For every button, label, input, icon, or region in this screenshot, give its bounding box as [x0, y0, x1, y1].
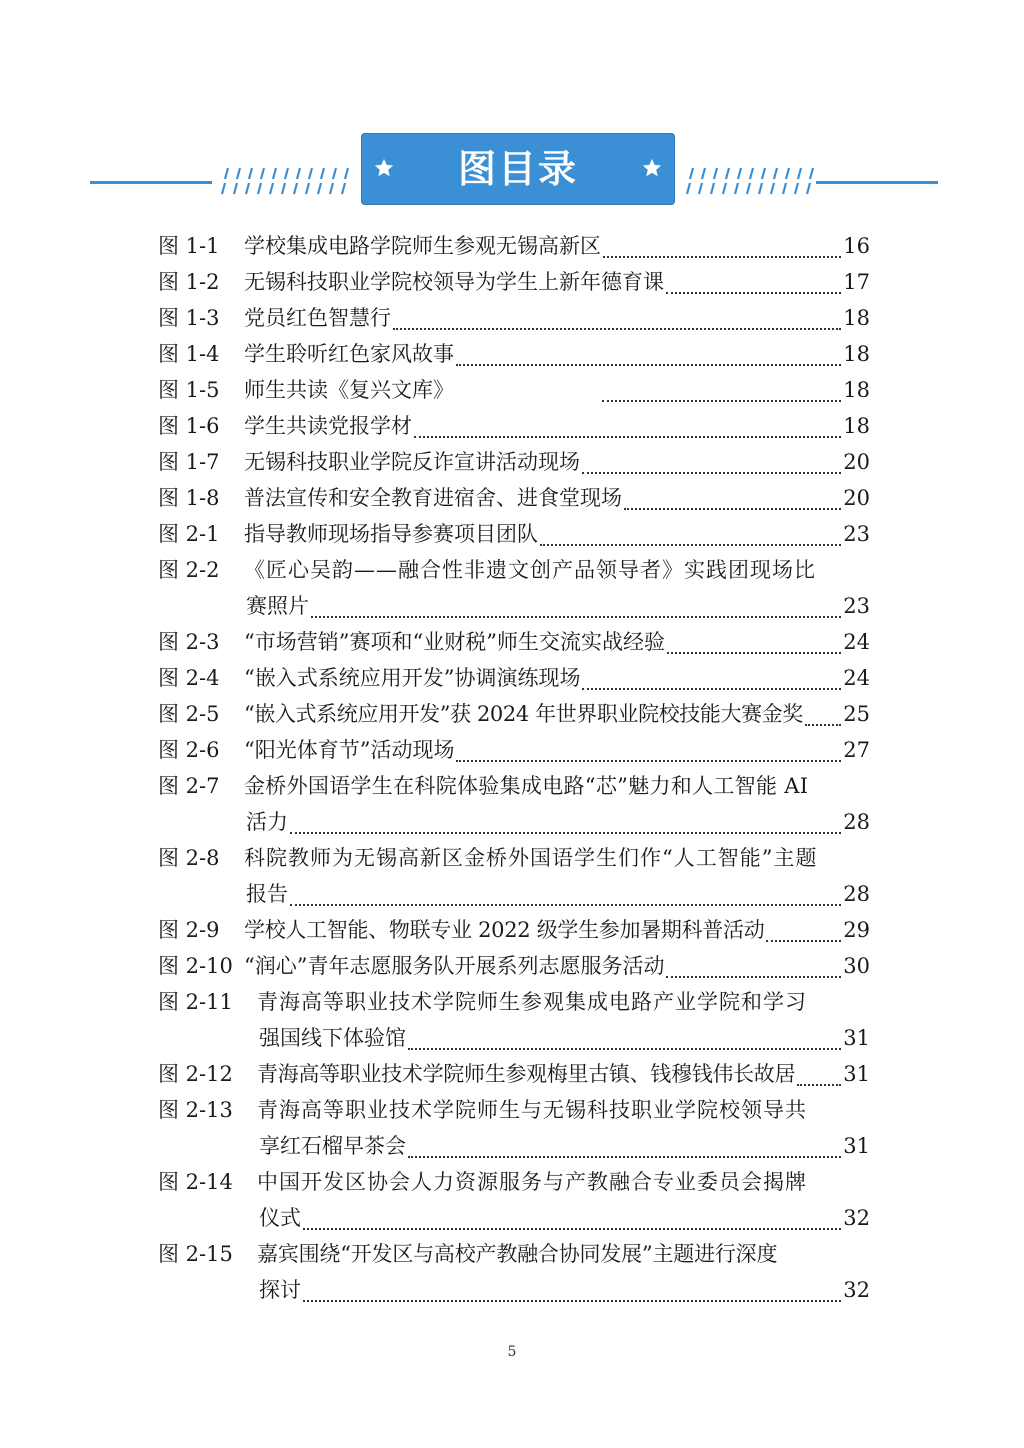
- figure-title-line2: 强国线下体验馆: [259, 1026, 406, 1050]
- dot-leader: [624, 490, 841, 510]
- toc-entry[interactable]: [158, 444, 870, 480]
- toc-entry[interactable]: [158, 264, 870, 300]
- figure-title-line2: 活力: [246, 810, 288, 834]
- figure-title: 普法宣传和安全教育进宿舍、进食堂现场: [244, 486, 622, 510]
- page-number-ref: 23: [843, 522, 870, 546]
- dot-leader: [603, 238, 841, 258]
- figure-number: 图 2-15: [158, 1242, 233, 1266]
- figure-number: 图 1-7: [158, 450, 220, 474]
- dot-leader: [303, 1210, 841, 1230]
- toc-entry[interactable]: [158, 948, 870, 984]
- dot-leader: [666, 958, 841, 978]
- page-number-ref: 32: [843, 1206, 870, 1230]
- page-number-ref: 24: [843, 666, 870, 690]
- dot-leader: [414, 418, 841, 438]
- figure-number: 图 2-1: [158, 522, 220, 546]
- figure-title: “润心”青年志愿服务队开展系列志愿服务活动: [244, 954, 665, 978]
- toc-entry[interactable]: [158, 1236, 870, 1308]
- dot-leader: [408, 1030, 841, 1050]
- page-number-ref: 24: [843, 630, 870, 654]
- page-number-ref: 20: [843, 450, 870, 474]
- figure-title-line1: 金桥外国语学生在科院体验集成电路“芯”魅力和人工智能 AI: [244, 774, 809, 798]
- page-number-ref: 18: [843, 342, 870, 366]
- figure-number: 图 1-1: [158, 234, 220, 258]
- dot-leader: [393, 310, 841, 330]
- figure-number: 图 2-7: [158, 774, 220, 798]
- figure-title-line2: 享红石榴早茶会: [259, 1134, 406, 1158]
- toc-header: [0, 0, 1024, 230]
- figure-title-line2: 赛照片: [246, 594, 309, 618]
- figure-number: 图 1-4: [158, 342, 220, 366]
- figure-number: 图 1-6: [158, 414, 220, 438]
- header-rule-left: [90, 181, 212, 184]
- page-number-ref: 16: [843, 234, 870, 258]
- figure-title: 师生共读《复兴文库》: [244, 378, 454, 402]
- page-number-ref: 30: [843, 954, 870, 978]
- toc-entry[interactable]: [158, 912, 870, 948]
- toc-entry[interactable]: [158, 408, 870, 444]
- header-hatch-right: [686, 167, 816, 195]
- figure-number: 图 2-3: [158, 630, 220, 654]
- figure-title-line1: 科院教师为无锡高新区金桥外国语学生们作“人工智能”主题: [244, 846, 818, 870]
- toc-entry[interactable]: [158, 228, 870, 264]
- figure-title-line1: 青海高等职业技术学院师生参观集成电路产业学院和学习: [257, 990, 807, 1014]
- title-banner: [361, 133, 675, 205]
- figure-number: 图 2-10: [158, 954, 233, 978]
- figure-number: 图 1-3: [158, 306, 220, 330]
- figure-number: 图 2-14: [158, 1170, 233, 1194]
- dot-leader: [602, 382, 841, 402]
- figure-number: 图 2-2: [158, 558, 220, 582]
- dot-leader: [582, 670, 841, 690]
- dot-leader: [766, 922, 841, 942]
- dot-leader: [797, 1066, 841, 1086]
- dot-leader: [303, 1282, 841, 1302]
- dot-leader: [540, 526, 841, 546]
- page-number-ref: 18: [843, 306, 870, 330]
- figure-title-line2: 探讨: [259, 1278, 301, 1302]
- toc-entry[interactable]: [158, 732, 870, 768]
- figure-title: 无锡科技职业学院校领导为学生上新年德育课: [244, 270, 664, 294]
- page-number-ref: 28: [843, 810, 870, 834]
- toc-entry[interactable]: [158, 1092, 870, 1164]
- figure-number: 图 2-5: [158, 702, 220, 726]
- figure-title-line2: 仪式: [259, 1206, 301, 1230]
- toc-entry[interactable]: [158, 300, 870, 336]
- toc-entry[interactable]: [158, 624, 870, 660]
- page-number-ref: 18: [843, 414, 870, 438]
- toc-entry[interactable]: [158, 696, 870, 732]
- figure-number: 图 1-5: [158, 378, 220, 402]
- page-number-ref: 28: [843, 882, 870, 906]
- figure-title-line2: 报告: [246, 882, 288, 906]
- toc-entry[interactable]: [158, 552, 870, 624]
- page-number-ref: 20: [843, 486, 870, 510]
- figure-title: 无锡科技职业学院反诈宣讲活动现场: [244, 450, 580, 474]
- figure-title: 学校集成电路学院师生参观无锡高新区: [244, 234, 601, 258]
- toc-entry[interactable]: [158, 336, 870, 372]
- figure-number: 图 2-11: [158, 990, 233, 1014]
- dot-leader: [456, 346, 841, 366]
- toc-entry[interactable]: [158, 480, 870, 516]
- figure-title: “嵌入式系统应用开发”获 2024 年世界职业院校技能大赛金奖: [244, 702, 803, 726]
- dot-leader: [667, 634, 841, 654]
- figure-number: 图 2-8: [158, 846, 220, 870]
- figure-list: [158, 228, 870, 1308]
- figure-number: 图 1-2: [158, 270, 220, 294]
- figure-title-line1: 中国开发区协会人力资源服务与产教融合专业委员会揭牌: [257, 1170, 807, 1194]
- page-number-ref: 32: [843, 1278, 870, 1302]
- dot-leader: [311, 598, 841, 618]
- page-number: 5: [507, 1344, 517, 1360]
- header-rule-right: [816, 181, 938, 184]
- figure-number: 图 2-9: [158, 918, 220, 942]
- figure-number: 图 2-12: [158, 1062, 233, 1086]
- dot-leader: [290, 886, 841, 906]
- dot-leader: [290, 814, 841, 834]
- figure-title-line1: 青海高等职业技术学院师生与无锡科技职业学院校领导共: [257, 1098, 807, 1122]
- toc-entry[interactable]: [158, 1164, 870, 1236]
- page-number-ref: 18: [843, 378, 870, 402]
- figure-number: 图 2-6: [158, 738, 220, 762]
- toc-entry[interactable]: [158, 984, 870, 1056]
- page-number-ref: 23: [843, 594, 870, 618]
- figure-title: 指导教师现场指导参赛项目团队: [244, 522, 538, 546]
- toc-entry[interactable]: [158, 840, 870, 912]
- page-number-ref: 29: [843, 918, 870, 942]
- figure-number: 图 1-8: [158, 486, 220, 510]
- figure-title-line1: 《匠心吴韵——融合性非遗文创产品领导者》实践团现场比: [244, 558, 816, 582]
- page-title: 图目录: [457, 147, 578, 191]
- figure-title-line1: 嘉宾围绕“开发区与高校产教融合协同发展”主题进行深度: [257, 1242, 778, 1266]
- figure-title: 学生共读党报学材: [244, 414, 412, 438]
- toc-entry[interactable]: [158, 768, 870, 840]
- figure-title: 学生聆听红色家风故事: [244, 342, 454, 366]
- dot-leader: [408, 1138, 841, 1158]
- dot-leader: [666, 274, 841, 294]
- figure-title: “阳光体育节”活动现场: [244, 738, 455, 762]
- page-number-ref: 17: [843, 270, 870, 294]
- page-number-ref: 31: [843, 1026, 870, 1050]
- toc-entry[interactable]: [158, 660, 870, 696]
- figure-title: 学校人工智能、物联专业 2022 级学生参加暑期科普活动: [244, 918, 765, 942]
- dot-leader: [456, 742, 841, 762]
- toc-entry[interactable]: [158, 1056, 870, 1092]
- page-number-ref: 31: [843, 1062, 870, 1086]
- toc-entry[interactable]: [158, 372, 870, 408]
- figure-title: “市场营销”赛项和“业财税”师生交流实战经验: [244, 630, 665, 654]
- figure-title: 青海高等职业技术学院师生参观梅里古镇、钱穆钱伟长故居: [257, 1062, 796, 1086]
- star-icon: [641, 157, 663, 179]
- page-number-ref: 31: [843, 1134, 870, 1158]
- toc-entry[interactable]: [158, 516, 870, 552]
- figure-title: “嵌入式系统应用开发”协调演练现场: [244, 666, 581, 690]
- dot-leader: [582, 454, 841, 474]
- header-hatch-left: [221, 167, 351, 195]
- dot-leader: [805, 706, 841, 726]
- figure-title: 党员红色智慧行: [244, 306, 391, 330]
- figure-number: 图 2-13: [158, 1098, 233, 1122]
- page-number-ref: 25: [843, 702, 870, 726]
- figure-number: 图 2-4: [158, 666, 220, 690]
- page-number-ref: 27: [843, 738, 870, 762]
